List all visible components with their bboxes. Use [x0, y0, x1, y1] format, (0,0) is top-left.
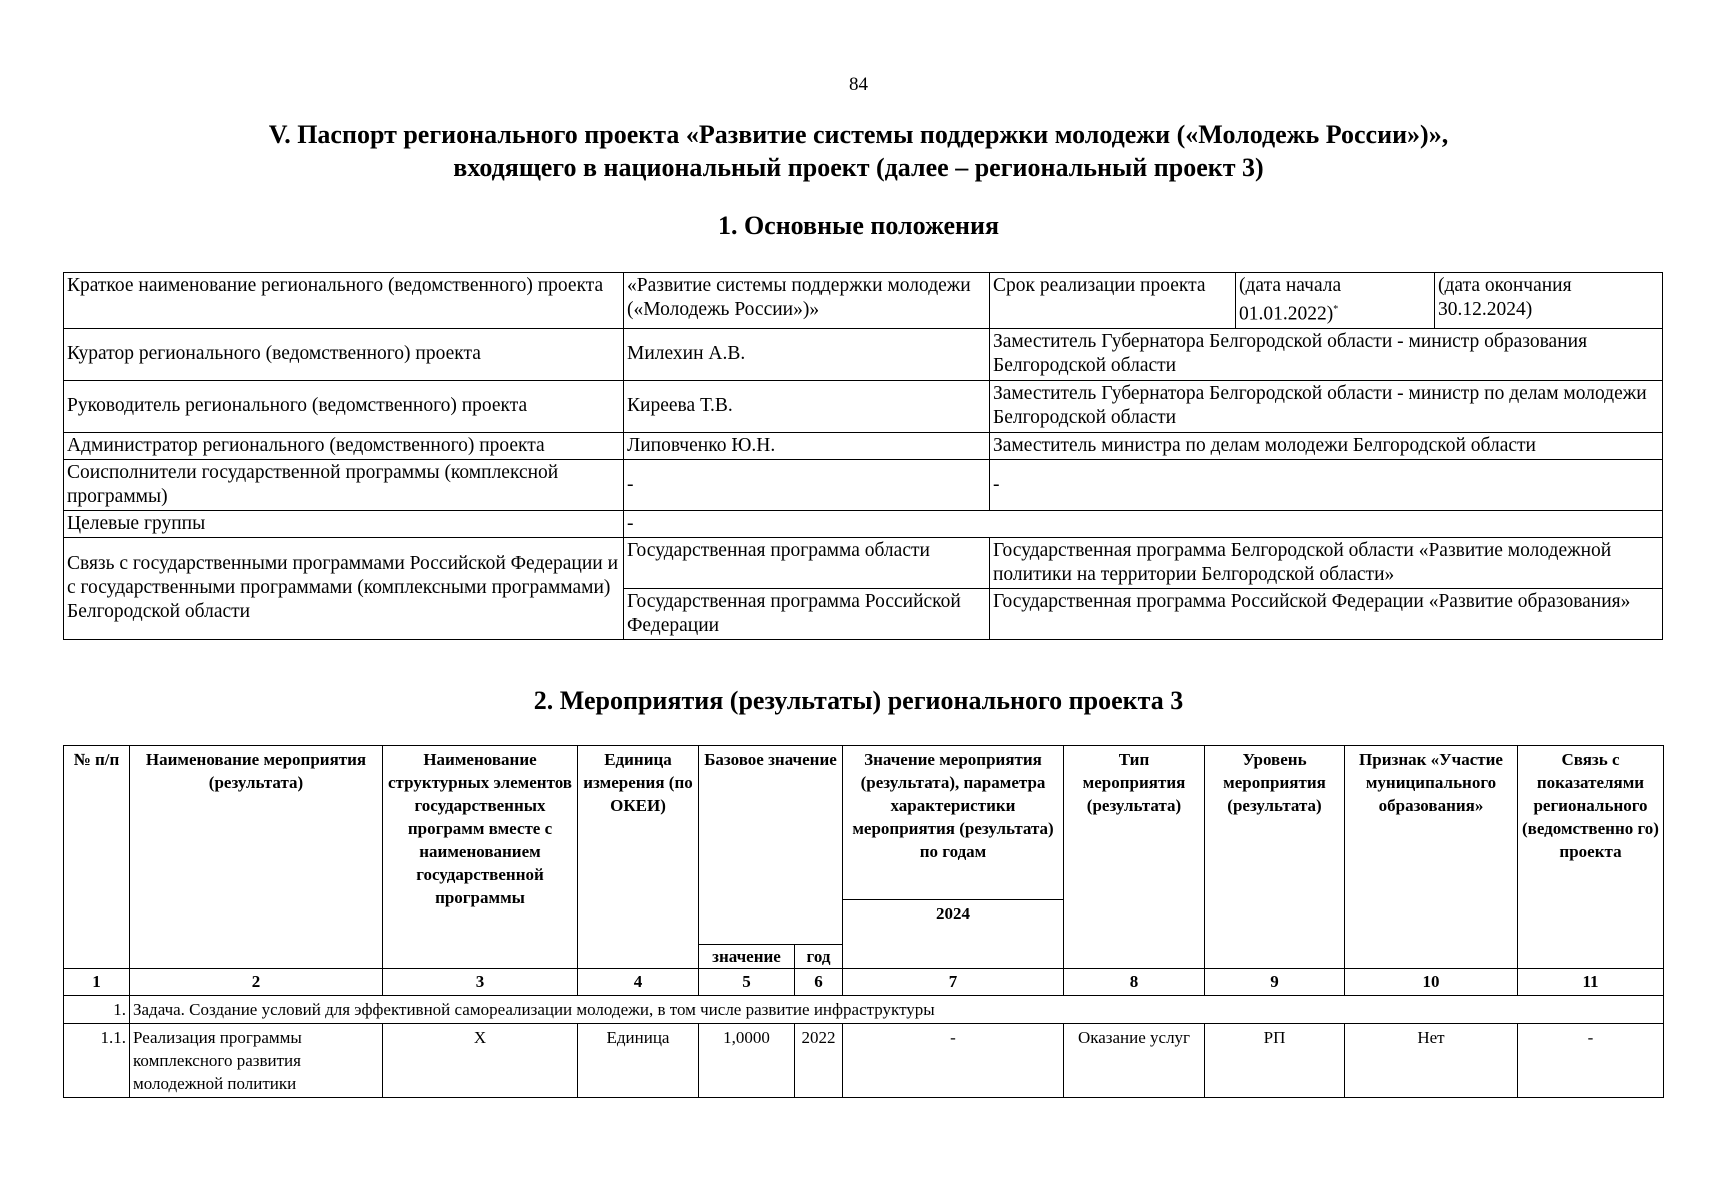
links-regional-value: Государственная программа Белгородской области «Развитие молодежной политики на территории Белгородской области» [990, 537, 1663, 588]
row-short-name [64, 273, 1663, 329]
row-type: Оказание услуг [1064, 1023, 1205, 1097]
head-name: Киреева Т.В. [624, 380, 990, 432]
document-title-line-1: V. Паспорт регионального проекта «Развитие системы поддержки молодежи («Молодежь России»)», [268, 120, 1449, 149]
row-coexecutors [64, 459, 1663, 510]
header-year-2024: 2024 [843, 900, 1064, 969]
row-level: РП [1205, 1023, 1345, 1097]
coexecutors-value-1: - [624, 459, 990, 510]
header-base-year: год [795, 944, 843, 968]
task-text: Задача. Создание условий для эффективной самореализации молодежи, в том числе развитие инфраструктуры [130, 995, 1664, 1023]
task-row [64, 995, 1664, 1023]
curator-name: Милехин А.В. [624, 328, 990, 380]
row-base-value: 1,0000 [699, 1023, 795, 1097]
header-value-by-years: Значение мероприятия (результата), параметра характеристики мероприятия (результата) по годам [843, 746, 1064, 900]
head-position: Заместитель Губернатора Белгородской области - министр по делам молодежи Белгородской области [990, 380, 1663, 432]
target-groups-label: Целевые группы [64, 510, 624, 537]
column-number: 6 [795, 968, 843, 995]
row-curator [64, 328, 1663, 380]
header-base-value: значение [699, 944, 795, 968]
column-numbers-row [64, 968, 1664, 995]
curator-position: Заместитель Губернатора Белгородской области - министр образования Белгородской области [990, 328, 1663, 380]
column-number: 3 [383, 968, 578, 995]
administrator-name: Липовченко Ю.Н. [624, 432, 990, 459]
row-link: - [1518, 1023, 1664, 1097]
column-number: 7 [843, 968, 1064, 995]
row-target-groups [64, 510, 1663, 537]
header-unit: Единица измерения (по ОКЕИ) [578, 746, 699, 969]
row-municipal: Нет [1345, 1023, 1518, 1097]
links-label: Связь с государственными программами Российской Федерации и с государственными программами (комплексными программами) Белгородской области [64, 537, 624, 639]
administrator-position: Заместитель министра по делам молодежи Белгородской области [990, 432, 1663, 459]
links-federal-type: Государственная программа Российской Федерации [624, 588, 990, 639]
start-date-cell [1236, 273, 1435, 329]
row-base-year: 2022 [795, 1023, 843, 1097]
header-base: Базовое значение [699, 746, 843, 900]
header-municipal: Признак «Участие муниципального образования» [1345, 746, 1518, 969]
end-date: (дата окончания 30.12.2024) [1435, 273, 1663, 329]
links-federal-value: Государственная программа Российской Федерации «Развитие образования» [990, 588, 1663, 639]
start-date: (дата начала 01.01.2022) [1239, 275, 1342, 325]
activities-table [63, 745, 1664, 1098]
header-base-spacer [699, 900, 843, 945]
column-number: 1 [64, 968, 130, 995]
term-label: Срок реализации проекта [990, 273, 1236, 329]
column-number: 10 [1345, 968, 1518, 995]
column-number: 11 [1518, 968, 1664, 995]
row-num: 1.1. [64, 1023, 130, 1097]
page-number: 84 [849, 74, 868, 95]
header-struct: Наименование структурных элементов государственных программ вместе с наименованием государственной программы [383, 746, 578, 969]
administrator-label: Администратор регионального (ведомственного) проекта [64, 432, 624, 459]
task-num: 1. [64, 995, 130, 1023]
row-administrator [64, 432, 1663, 459]
document-title-line-2: входящего в национальный проект (далее – региональный проект 3) [453, 153, 1264, 182]
header-link: Связь с показателями регионального (ведомственно го) проекта [1518, 746, 1664, 969]
column-number: 8 [1064, 968, 1205, 995]
section-1-heading: 1. Основные положения [717, 211, 1000, 240]
row-struct: Х [383, 1023, 578, 1097]
header-level: Уровень мероприятия (результата) [1205, 746, 1345, 969]
row-head [64, 380, 1663, 432]
short-name-value: «Развитие системы поддержки молодежи («Молодежь России»)» [624, 273, 990, 329]
links-regional-type: Государственная программа области [624, 537, 990, 588]
target-groups-value: - [624, 510, 1663, 537]
head-label: Руководитель регионального (ведомственного) проекта [64, 380, 624, 432]
header-num: № п/п [64, 746, 130, 969]
curator-label: Куратор регионального (ведомственного) проекта [64, 328, 624, 380]
section-2-heading: 2. Мероприятия (результаты) регионального проекта 3 [533, 686, 1184, 715]
column-number: 9 [1205, 968, 1345, 995]
basic-provisions-table [63, 272, 1663, 640]
short-name-label: Краткое наименование регионального (ведомственного) проекта [64, 273, 624, 329]
document-title [0, 118, 1717, 184]
header-row-1 [64, 746, 1664, 900]
row-links-regional [64, 537, 1663, 588]
table-row [64, 1023, 1664, 1097]
start-date-footnote-mark: * [1333, 304, 1339, 315]
header-type: Тип мероприятия (результата) [1064, 746, 1205, 969]
coexecutors-label: Соисполнители государственной программы (комплексной программы) [64, 459, 624, 510]
row-value-2024: - [843, 1023, 1064, 1097]
row-unit: Единица [578, 1023, 699, 1097]
column-number: 5 [699, 968, 795, 995]
coexecutors-value-2: - [990, 459, 1663, 510]
row-name: Реализация программы комплексного развития молодежной политики [130, 1023, 383, 1097]
header-name: Наименование мероприятия (результата) [130, 746, 383, 969]
column-number: 2 [130, 968, 383, 995]
column-number: 4 [578, 968, 699, 995]
